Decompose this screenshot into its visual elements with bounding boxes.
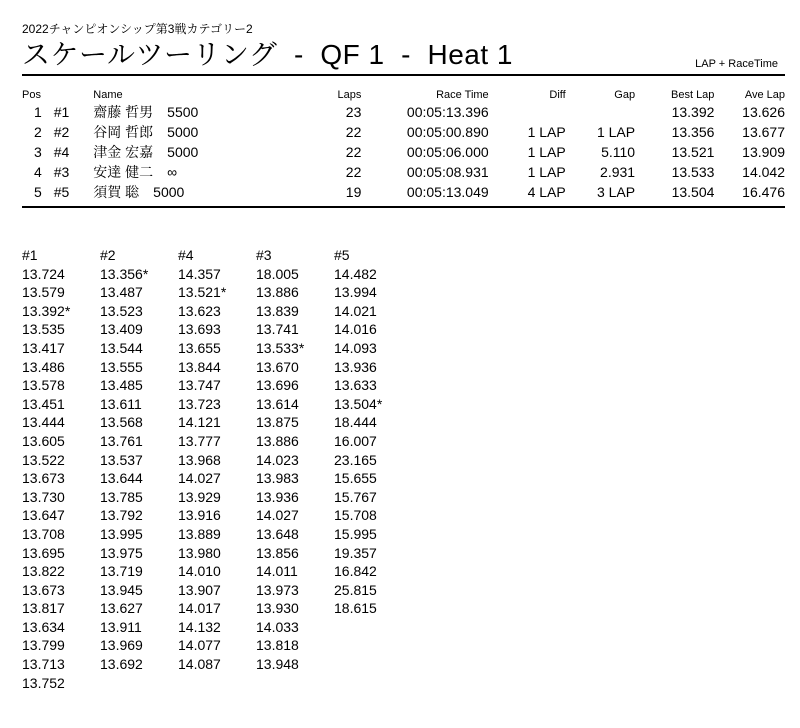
lap-time: 13.614 [256,395,299,412]
lap-time: 13.708 [22,525,65,542]
lap-time: 13.911 [100,618,142,635]
lap-time: 23.165 [334,451,377,468]
lap-time: 13.673 [22,581,65,598]
lap-time: 13.392* [22,302,71,319]
lap-time: 13.889 [178,525,221,542]
lap-column [334,246,412,692]
lap-column-header: #1 [22,247,38,263]
lap-column-header: #4 [178,247,194,263]
lap-time: 13.486 [22,358,65,375]
lap-time: 13.741 [256,321,299,338]
col-race-time: Race Time [436,89,489,101]
lap-time: 13.995 [100,525,143,542]
lap-time: 13.451 [22,395,65,412]
result-pos: 3 [33,144,42,160]
lap-time: 13.522 [22,451,65,468]
lap-time: 13.417 [22,339,65,356]
result-driver-name: 安達 健二 ∞ [93,164,178,180]
lap-time: 13.579 [22,284,65,301]
lap-time: 13.578 [22,377,65,394]
result-race-time: 00:05:13.049 [406,184,489,200]
result-race-time: 00:05:00.890 [406,124,489,140]
lap-time: 13.916 [178,507,221,524]
col-best-lap: Best Lap [671,89,715,101]
col-name: Name [93,89,123,101]
lap-time: 13.973 [256,581,299,598]
lap-time: 13.936 [256,488,299,505]
result-ave-lap: 13.626 [742,104,785,120]
lap-time: 13.523 [100,302,143,319]
lap-time: 13.747 [178,377,221,394]
lap-time: 15.655 [334,470,377,487]
lap-column-header: #3 [256,247,272,263]
lap-time: 13.647 [22,507,65,524]
lap-time: 15.767 [334,488,377,505]
lap-time: 13.627 [100,600,143,617]
lap-time: 13.886 [256,284,299,301]
result-gap [566,102,635,122]
lap-time: 14.010 [178,563,221,580]
result-ave-lap: 14.042 [742,164,785,180]
result-race-time: 00:05:13.396 [406,104,489,120]
lap-time: 13.799 [22,637,65,654]
lap-time: 13.930 [256,600,299,617]
lap-time: 18.005 [256,265,299,282]
results-table [22,88,785,202]
result-race-time: 00:05:06.000 [406,144,489,160]
result-driver-name: 谷岡 哲郎 5000 [93,124,199,140]
lap-time: 25.815 [334,581,377,598]
result-gap: 5.110 [601,144,636,160]
lap-time: 13.693 [178,321,221,338]
lap-time: 13.822 [22,563,65,580]
result-laps: 22 [345,164,362,180]
lap-time: 13.969 [100,637,143,654]
lap-time: 13.730 [22,488,65,505]
lap-time: 16.842 [334,563,377,580]
results-divider [22,206,785,208]
col-ave-lap: Ave Lap [744,89,785,101]
result-laps: 22 [345,144,362,160]
lap-time: 13.537 [100,451,143,468]
lap-time: 15.995 [334,525,377,542]
lap-time: 13.535 [22,321,65,338]
lap-time: 13.875 [256,414,299,431]
lap-time: 18.615 [334,600,377,617]
result-driver-name: 須賀 聡 5000 [93,184,185,200]
result-diff: 1 LAP [527,124,566,140]
result-car-number: #3 [53,164,70,180]
result-laps: 22 [345,124,362,140]
lap-time: 13.634 [22,618,65,635]
result-car-number: #5 [53,184,70,200]
result-best-lap: 13.356 [671,124,715,140]
result-gap: 3 LAP [596,184,636,200]
lap-time: 13.975 [100,544,143,561]
lap-time: 14.357 [178,265,221,282]
lap-time: 13.980 [178,544,221,561]
lap-time: 13.839 [256,302,299,319]
result-pos: 2 [33,124,42,140]
lap-time: 13.752 [22,674,65,691]
result-best-lap: 13.533 [671,164,715,180]
lap-column [256,246,334,692]
lap-time: 13.907 [178,581,221,598]
lap-time: 14.093 [334,339,377,356]
lap-time: 15.708 [334,507,377,524]
lap-time: 13.856 [256,544,299,561]
result-pos: 5 [33,184,42,200]
lap-time: 13.696 [256,377,299,394]
lap-time: 13.605 [22,432,65,449]
lap-time: 13.356* [100,265,149,282]
lap-time: 13.713 [22,656,65,673]
lap-time: 14.023 [256,451,299,468]
lap-time: 13.611 [100,395,142,412]
result-row [22,182,785,202]
lap-time: 13.533* [256,339,305,356]
lap-time: 13.844 [178,358,221,375]
lap-time: 13.994 [334,284,377,301]
result-gap: 1 LAP [596,124,636,140]
page-title: スケールツーリング - QF 1 - Heat 1 [22,39,513,70]
result-driver-name: 齋藤 哲男 5500 [93,104,199,120]
lap-time: 13.633 [334,377,377,394]
lap-time: 13.648 [256,525,299,542]
timing-mode: LAP + RaceTime [695,58,778,70]
lap-time: 13.761 [100,432,143,449]
lap-time: 13.409 [100,321,143,338]
result-row [22,102,785,122]
lap-time: 13.670 [256,358,299,375]
col-diff: Diff [549,89,566,101]
lap-column [22,246,100,692]
lap-time: 13.444 [22,414,65,431]
lap-time: 13.487 [100,284,143,301]
lap-time: 13.817 [22,600,65,617]
result-laps: 19 [345,184,362,200]
result-best-lap: 13.392 [671,104,715,120]
lap-time: 14.077 [178,637,221,654]
lap-time: 13.818 [256,637,299,654]
lap-time: 13.655 [178,339,221,356]
result-car-number: #1 [53,104,70,120]
lap-time: 13.568 [100,414,143,431]
lap-time: 14.027 [178,470,221,487]
result-pos: 4 [33,164,42,180]
lap-time: 13.521* [178,284,227,301]
result-best-lap: 13.521 [671,144,715,160]
result-car-number: #4 [53,144,70,160]
lap-time: 13.792 [100,507,143,524]
result-laps: 23 [345,104,362,120]
result-diff [489,102,566,122]
result-driver-name: 津金 宏嘉 5000 [93,144,199,160]
results-header-row [22,88,785,102]
result-diff: 4 LAP [527,184,566,200]
lap-time: 13.692 [100,656,143,673]
lap-time: 14.482 [334,265,377,282]
lap-time: 14.021 [334,302,377,319]
result-race-time: 00:05:08.931 [406,164,489,180]
result-ave-lap: 16.476 [742,184,785,200]
result-row [22,122,785,142]
lap-column-header: #5 [334,247,350,263]
lap-time: 18.444 [334,414,377,431]
lap-time: 13.724 [22,265,65,282]
lap-time: 13.504* [334,395,383,412]
lap-time: 13.623 [178,302,221,319]
lap-time: 19.357 [334,544,377,561]
lap-time: 13.929 [178,488,221,505]
lap-time: 13.485 [100,377,143,394]
lap-time: 13.723 [178,395,221,412]
lap-time: 13.948 [256,656,299,673]
result-car-number: #2 [53,124,70,140]
lap-time: 13.983 [256,470,299,487]
lap-time: 13.936 [334,358,377,375]
result-ave-lap: 13.909 [742,144,785,160]
lap-column [100,246,178,692]
lap-time: 14.016 [334,321,377,338]
lap-time: 13.785 [100,488,143,505]
lap-time: 13.968 [178,451,221,468]
result-best-lap: 13.504 [671,184,715,200]
lap-time: 13.945 [100,581,143,598]
lap-time: 13.544 [100,339,143,356]
lap-time: 13.886 [256,432,299,449]
lap-time: 14.027 [256,507,299,524]
event-name: 2022チャンピオンシップ第3戦カテゴリー2 [22,22,253,36]
col-pos: Pos [22,89,41,101]
lap-time: 13.719 [100,563,143,580]
lap-time: 16.007 [334,432,377,449]
lap-time: 13.695 [22,544,65,561]
lap-time: 14.132 [178,618,221,635]
lap-time: 14.033 [256,618,299,635]
lap-time: 13.644 [100,470,143,487]
lap-column [178,246,256,692]
lap-time: 13.673 [22,470,65,487]
lap-time: 14.121 [178,414,221,431]
result-row [22,162,785,182]
lap-column-header: #2 [100,247,116,263]
result-diff: 1 LAP [527,144,566,160]
lap-time: 13.777 [178,432,221,449]
lap-time: 14.087 [178,656,221,673]
result-gap: 2.931 [600,164,636,180]
lap-time: 14.017 [178,600,221,617]
lap-times-grid [22,246,412,692]
col-laps: Laps [337,89,362,101]
result-ave-lap: 13.677 [742,124,785,140]
header-divider [22,74,785,76]
lap-time: 13.555 [100,358,143,375]
lap-time: 14.011 [256,563,298,580]
col-gap: Gap [614,89,636,101]
result-pos: 1 [33,104,42,120]
result-row [22,142,785,162]
result-diff: 1 LAP [527,164,566,180]
